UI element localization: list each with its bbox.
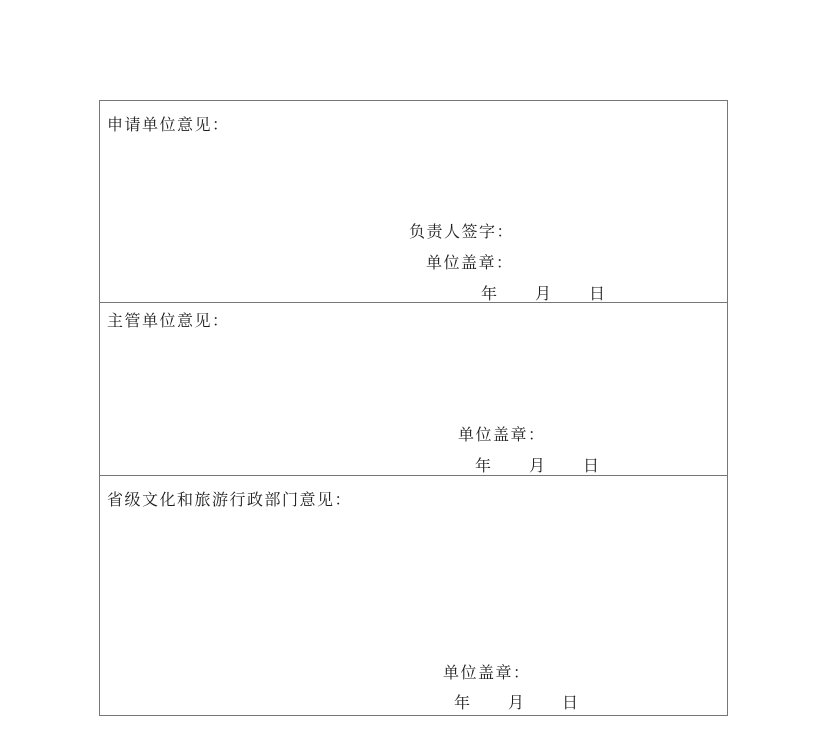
day-label: 日 [583,458,600,475]
month-label: 月 [508,695,525,712]
day-label: 日 [589,286,606,303]
section-supervising-unit-opinion [100,303,727,476]
provincial-dept-opinion-title: 省级文化和旅游行政部门意见： [107,492,353,509]
unit-seal-label: 单位盖章： [458,427,546,444]
month-label: 月 [529,458,546,475]
unit-seal-label: 单位盖章： [426,255,514,272]
section-applicant-unit-opinion [100,101,727,303]
month-label: 月 [535,286,552,303]
responsible-person-signature-label: 负责人签字： [409,224,515,241]
day-label: 日 [562,695,579,712]
applicant-opinion-title: 申请单位意见： [107,117,230,134]
date-line [454,696,578,712]
year-label: 年 [475,458,492,475]
date-line [481,287,605,303]
year-label: 年 [481,286,498,303]
supervising-opinion-title: 主管单位意见： [107,313,230,330]
unit-seal-label: 单位盖章： [443,665,531,682]
date-line [475,459,599,475]
section-provincial-dept-opinion [100,476,727,715]
approval-opinion-table [99,100,728,716]
year-label: 年 [454,695,471,712]
